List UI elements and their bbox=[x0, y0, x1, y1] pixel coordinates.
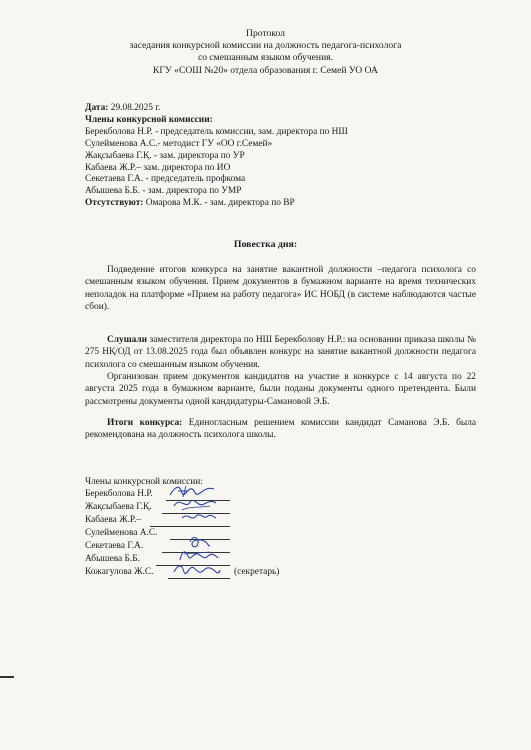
members-heading: Члены конкурсной комиссии: bbox=[85, 114, 213, 125]
result-label: Итоги конкурса: bbox=[107, 418, 183, 428]
protocol-subtitle-2: со смешанным языком обучения. bbox=[197, 52, 334, 64]
signature-row: Секетаева Г.А. bbox=[85, 541, 144, 551]
meta-block bbox=[85, 103, 348, 210]
signature-row: Сулейменова А.С. bbox=[85, 528, 158, 538]
scan-edge-mark bbox=[0, 676, 14, 678]
member-item: Берекболова Н.Р. - председатель комиссии, зам. директора по НШ bbox=[85, 126, 348, 137]
date-value: 29.08.2025 г. bbox=[110, 103, 161, 113]
heard-paragraph bbox=[85, 334, 476, 371]
signature-mark bbox=[170, 560, 222, 580]
signature-row: Берекболова Н.Р. bbox=[85, 489, 153, 499]
member-item: Кабаева Ж.Р.– зам. директора по ИО bbox=[85, 162, 231, 173]
result-paragraph bbox=[85, 417, 476, 442]
heard-label: Слушали bbox=[107, 335, 148, 345]
signature-row: Абышева Б.Б. bbox=[85, 554, 141, 564]
secretary-label: (секретарь) bbox=[234, 567, 280, 577]
signature-line bbox=[150, 526, 230, 527]
protocol-subtitle: заседания конкурсной комиссии на должность педагога-психолога bbox=[129, 40, 402, 52]
signature-row: Кожагулова Ж.С. bbox=[85, 567, 154, 577]
result-text: Единогласным решением комиссии кандидат Саманова Э.Б. была рекомендована на должность психолога школы. bbox=[85, 418, 476, 441]
member-item: Секетаева Г.А. - председатель профкома bbox=[85, 174, 246, 185]
date-label: Дата: bbox=[85, 103, 109, 113]
absent-label: Отсутствуют: bbox=[85, 198, 144, 209]
heard-text: заместителя директора по НШ Берекболову Н.Р.: на основании приказа школы № 275 НҚ/ОД от 13.08.2025 года был объявлен конкурс на занятие вакантной должности педагога психолога со смешанным языком обучения. bbox=[85, 335, 476, 370]
organization-name: КГУ «СОШ №20» отдела образования г. Семей УО ОА bbox=[153, 64, 378, 76]
signature-row: Кабаева Ж.Р.– bbox=[85, 515, 142, 525]
agenda-title: Повестка дня: bbox=[233, 239, 298, 250]
agenda-text: Подведение итогов конкурса на занятие вакантной должности –педагога психолога со смешанным языком обучения. Прием документов в бумажном варианте на время технических неполадок на платформе «Прием на работу педагога» ИС НОБД (в системе наблюдаются частые сбои). bbox=[85, 265, 476, 312]
document-header bbox=[0, 28, 531, 77]
heard-paragraph-2: Организован прием документов кандидатов на участие в конкурсе с 14 августа по 22 августа 2025 года в бумажном варианте, были поданы документы одного претендента. Были рассмотрены документы одной кандидатуры-Самановой Э.Б. bbox=[85, 372, 476, 407]
member-item: Абышева Б.Б. - зам. директора по УМР bbox=[85, 186, 242, 197]
protocol-title: Протокол bbox=[246, 28, 285, 39]
signature-row: Жақсыбаева Г.Қ. bbox=[85, 502, 152, 512]
absent-value: Омарова М.К. - зам. директора по ВР bbox=[145, 198, 295, 209]
signature-mark bbox=[178, 508, 218, 526]
member-item: Сулейменова А.С.- методист ГУ «ОО г.Семей» bbox=[85, 138, 273, 149]
signatures-heading: Члены конкурсной комиссии: bbox=[85, 477, 203, 487]
member-item: Жақсыбаева Г.Қ. - зам. директора по УР bbox=[85, 150, 245, 161]
